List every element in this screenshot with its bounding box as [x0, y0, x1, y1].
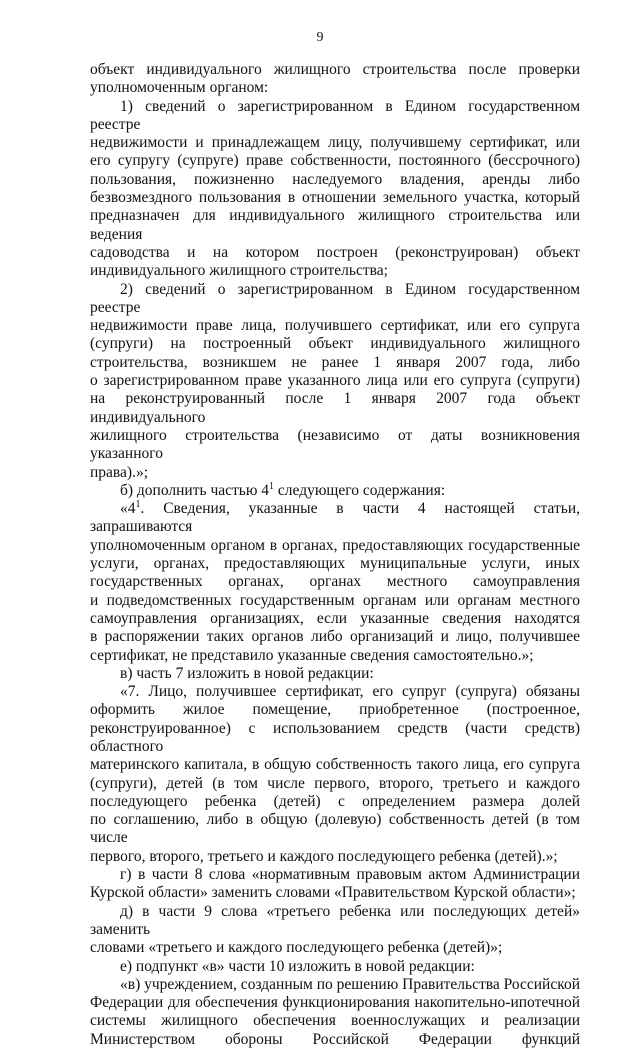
text-line-content: системы жилищного обеспечения военнослужащих и реализации: [90, 1012, 580, 1030]
text-line-content: е) подпункт «в» части 10 изложить в новой редакции:: [120, 957, 475, 975]
text-line: [90, 281, 580, 318]
text-line-content: сертификат, не представило указанные сведения самостоятельно.»;: [90, 646, 534, 664]
text-line-content: уполномоченным органом в органах, предоставляющих государственные: [90, 536, 580, 554]
text-line: [90, 811, 580, 848]
text-line-content: д) в части 9 слова «третьего ребенка или последующих детей» заменить: [90, 902, 580, 938]
superscript: 1: [135, 499, 141, 511]
text-line: [90, 61, 580, 79]
text-line: [90, 610, 580, 628]
text-line: [90, 903, 580, 940]
text-line-content: по соглашению, либо в общую (долевую) собственность детей (в том числе: [90, 811, 580, 847]
text-line: [90, 958, 580, 976]
document-body: [90, 61, 580, 1049]
text-line-content: строительства, возникшем не ранее 1 января 2007 года, либо: [90, 353, 580, 371]
text-line: [90, 976, 580, 994]
text-line-content: на реконструированный после 1 января 2007 года объект индивидуального: [90, 390, 580, 426]
text-line: [90, 335, 580, 353]
text-line-content: словами «третьего и каждого последующего ребенка (детей)»;: [90, 939, 503, 957]
text-line: [90, 354, 580, 372]
text-line-content: материнского капитала, в общую собственность такого лица, его супруга: [90, 756, 580, 774]
text-line-content: права).»;: [90, 463, 149, 481]
text-line-content: б) дополнить частью 4: [120, 481, 270, 499]
text-line: [90, 1031, 580, 1049]
text-line-content: Министерством обороны Российской Федерации функций: [90, 1030, 580, 1048]
text-line-content: в) часть 7 изложить в новой редакции:: [120, 664, 374, 682]
text-line-content: самоуправления организациях, если указанные сведения находятся: [90, 609, 580, 627]
text-line: [90, 482, 580, 500]
text-line-content: 1) сведений о зарегистрированном в Едином государственном реестре: [90, 97, 580, 133]
text-line-content: безвозмездного пользования в отношении земельного участка, который: [90, 189, 580, 207]
text-line: [90, 390, 580, 427]
superscript: 1: [269, 480, 275, 492]
text-line: [90, 683, 580, 701]
text-line-content: «4: [120, 500, 136, 518]
text-line-content: Курской области» заменить словами «Правительством Курской области»;: [90, 884, 576, 902]
text-line: [90, 1012, 580, 1030]
text-line-content: о зарегистрированном праве указанного лица или его супруга (супруги): [90, 372, 580, 390]
text-line-content: уполномоченным органом:: [90, 79, 269, 97]
text-line-content: и подведомственных государственным органам или органам местного: [90, 591, 580, 609]
text-line-content: «в) учреждением, созданным по решению Правительства Российской: [120, 975, 580, 993]
text-line-content: в распоряжении таких органов либо организаций и лицо, получившее: [90, 628, 580, 646]
text-line: [90, 647, 580, 665]
text-line-content: первого, второго, третьего и каждого последующего ребенка (детей).»;: [90, 847, 558, 865]
text-line-content: Федерации для обеспечения функционирования накопительно-ипотечной: [90, 994, 580, 1012]
text-line-content: недвижимости и принадлежащем лицу, получившему сертификат, или: [90, 134, 580, 152]
text-line-content: «7. Лицо, получившее сертификат, его супруг (супруга) обязаны: [120, 683, 580, 701]
text-line-content: (супруги), детей (в том числе первого, второго, третьего и каждого: [90, 774, 580, 792]
text-line: [90, 665, 580, 683]
text-line: [90, 317, 580, 335]
text-line: [90, 775, 580, 793]
text-line: [90, 592, 580, 610]
text-line: [90, 372, 580, 390]
text-line: [90, 720, 580, 757]
text-line-content: (супруги) на построенный объект индивидуального жилищного: [90, 335, 580, 353]
text-line: [90, 537, 580, 555]
text-line: [90, 793, 580, 811]
text-line-content: индивидуального жилищного строительства;: [90, 262, 388, 280]
text-line-content: последующего ребенка (детей) с определением размера долей: [90, 792, 580, 810]
text-line: [90, 189, 580, 207]
text-line-content: услуги, органах, предоставляющих муниципальные услуги, иных: [90, 555, 580, 573]
text-line-content: объект индивидуального жилищного строительства после проверки: [90, 61, 580, 78]
text-line: [90, 79, 580, 97]
text-line: [90, 152, 580, 170]
text-line-content: садоводства и на котором построен (реконструирован) объект: [90, 243, 580, 261]
text-line-content: оформить жилое помещение, приобретенное (построенное,: [90, 701, 580, 719]
text-line: [90, 500, 580, 537]
text-line-content: недвижимости праве лица, получившего сертификат, или его супруга: [90, 317, 580, 335]
text-line-continuation: следующего содержания:: [274, 481, 446, 499]
text-line: [90, 756, 580, 774]
text-line: [90, 866, 580, 884]
text-line: [90, 134, 580, 152]
text-line: [90, 427, 580, 464]
text-line-continuation: . Сведения, указанные в части 4 настоящей статьи, запрашиваются: [90, 500, 580, 536]
text-line: [90, 464, 580, 482]
text-line: [90, 573, 580, 591]
text-line-content: предназначен для индивидуального жилищного строительства или ведения: [90, 207, 580, 243]
text-line: [90, 98, 580, 135]
text-line-content: пользования, пожизненно наследуемого владения, аренды либо: [90, 170, 580, 188]
text-line: [90, 848, 580, 866]
text-line: [90, 939, 580, 957]
text-line-content: г) в части 8 слова «нормативным правовым актом Администрации: [120, 866, 580, 884]
text-line: [90, 628, 580, 646]
text-line: [90, 884, 580, 902]
text-line: [90, 994, 580, 1012]
text-line-content: жилищного строительства (независимо от даты возникновения указанного: [90, 426, 580, 463]
text-line-content: государственных органах, органах местного самоуправления: [90, 573, 580, 591]
text-line: [90, 701, 580, 719]
text-line: [90, 555, 580, 573]
text-line: [90, 262, 580, 280]
text-line-content: реконструированное) с использованием средств (части средств) областного: [90, 719, 580, 755]
text-line-content: 2) сведений о зарегистрированном в Едином государственном реестре: [90, 280, 580, 316]
text-line: [90, 207, 580, 244]
text-line: [90, 171, 580, 189]
page-number: 9: [316, 30, 324, 45]
text-line: [90, 244, 580, 262]
text-line-content: его супругу (супруге) праве собственности, постоянного (бессрочного): [90, 152, 580, 170]
